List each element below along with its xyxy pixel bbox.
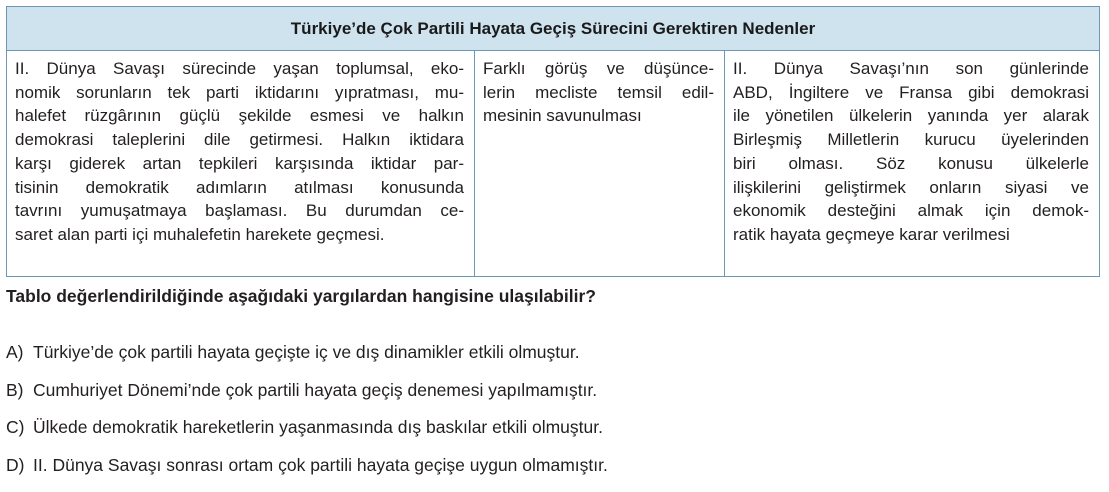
cell-line: ABD, İngiltere ve Fransa gibi demokrasi	[733, 81, 1089, 105]
cell-line: II. Dünya Savaşı sürecinde yaşan toplumsal, eko-	[15, 57, 464, 81]
option-text: Cumhuriyet Dönemi’nde çok partili hayata geçiş denemesi yapılmamıştır.	[33, 380, 597, 418]
option-letter: B)	[6, 380, 33, 418]
cell-line: mesinin savunulması	[483, 104, 714, 128]
cell-line: ilişkilerini geliştirmek onların siyasi ve	[733, 176, 1089, 200]
cell-line: tisinin demokratik adımların atılması konusunda	[15, 176, 464, 200]
option-b[interactable]	[6, 380, 608, 418]
option-letter: C)	[6, 417, 33, 455]
question-text: Tablo değerlendirildiğinde aşağıdaki yargılardan hangisine ulaşılabilir?	[6, 286, 596, 307]
table-cell-representation	[475, 51, 725, 276]
option-d[interactable]	[6, 455, 608, 492]
cell-line: karşı giderek artan tepkileri karşısında iktidar par-	[15, 152, 464, 176]
cell-line: ratik hayata geçmeye karar verilmesi	[733, 223, 1089, 247]
option-text: Türkiye’de çok partili hayata geçişte iç ve dış dinamikler etkili olmuştur.	[33, 342, 580, 380]
table-title: Türkiye’de Çok Partili Hayata Geçiş Sürecini Gerektiren Nedenler	[7, 7, 1099, 51]
option-c[interactable]	[6, 417, 608, 455]
cell-line: lerin mecliste temsil edil-	[483, 81, 714, 105]
cell-line: saret alan parti içi muhalefetin harekete geçmesi.	[15, 223, 464, 247]
table-row	[7, 51, 1099, 276]
cell-line: ile yönetilen ülkelerin yanında yer alarak	[733, 104, 1089, 128]
option-text: Ülkede demokratik hareketlerin yaşanmasında dış baskılar etkili olmuştur.	[33, 417, 603, 455]
cell-line: II. Dünya Savaşı’nın son günlerinde	[733, 57, 1089, 81]
table-cell-domestic-reasons	[7, 51, 475, 276]
cell-line: nomik sorunların tek parti iktidarını yıpratması, mu-	[15, 81, 464, 105]
option-a[interactable]	[6, 342, 608, 380]
reasons-table	[6, 6, 1100, 277]
cell-line: Farklı görüş ve düşünce-	[483, 57, 714, 81]
cell-line: tavrını yumuşatmaya başlaması. Bu durumdan ce-	[15, 199, 464, 223]
option-text: II. Dünya Savaşı sonrası ortam çok partili hayata geçişe uygun olmamıştır.	[33, 455, 608, 492]
cell-line: halefet rüzgârının güçlü şekilde esmesi ve halkın	[15, 104, 464, 128]
cell-line: ekonomik desteğini almak için demok-	[733, 199, 1089, 223]
cell-line: biri olması. Söz konusu ülkelerle	[733, 152, 1089, 176]
answer-options	[6, 342, 608, 492]
cell-line: Birleşmiş Milletlerin kurucu üyelerinden	[733, 128, 1089, 152]
table-cell-foreign-reasons	[725, 51, 1099, 276]
option-letter: D)	[6, 455, 33, 492]
cell-line: demokrasi taleplerini dile getirmesi. Halkın iktidara	[15, 128, 464, 152]
option-letter: A)	[6, 342, 33, 380]
